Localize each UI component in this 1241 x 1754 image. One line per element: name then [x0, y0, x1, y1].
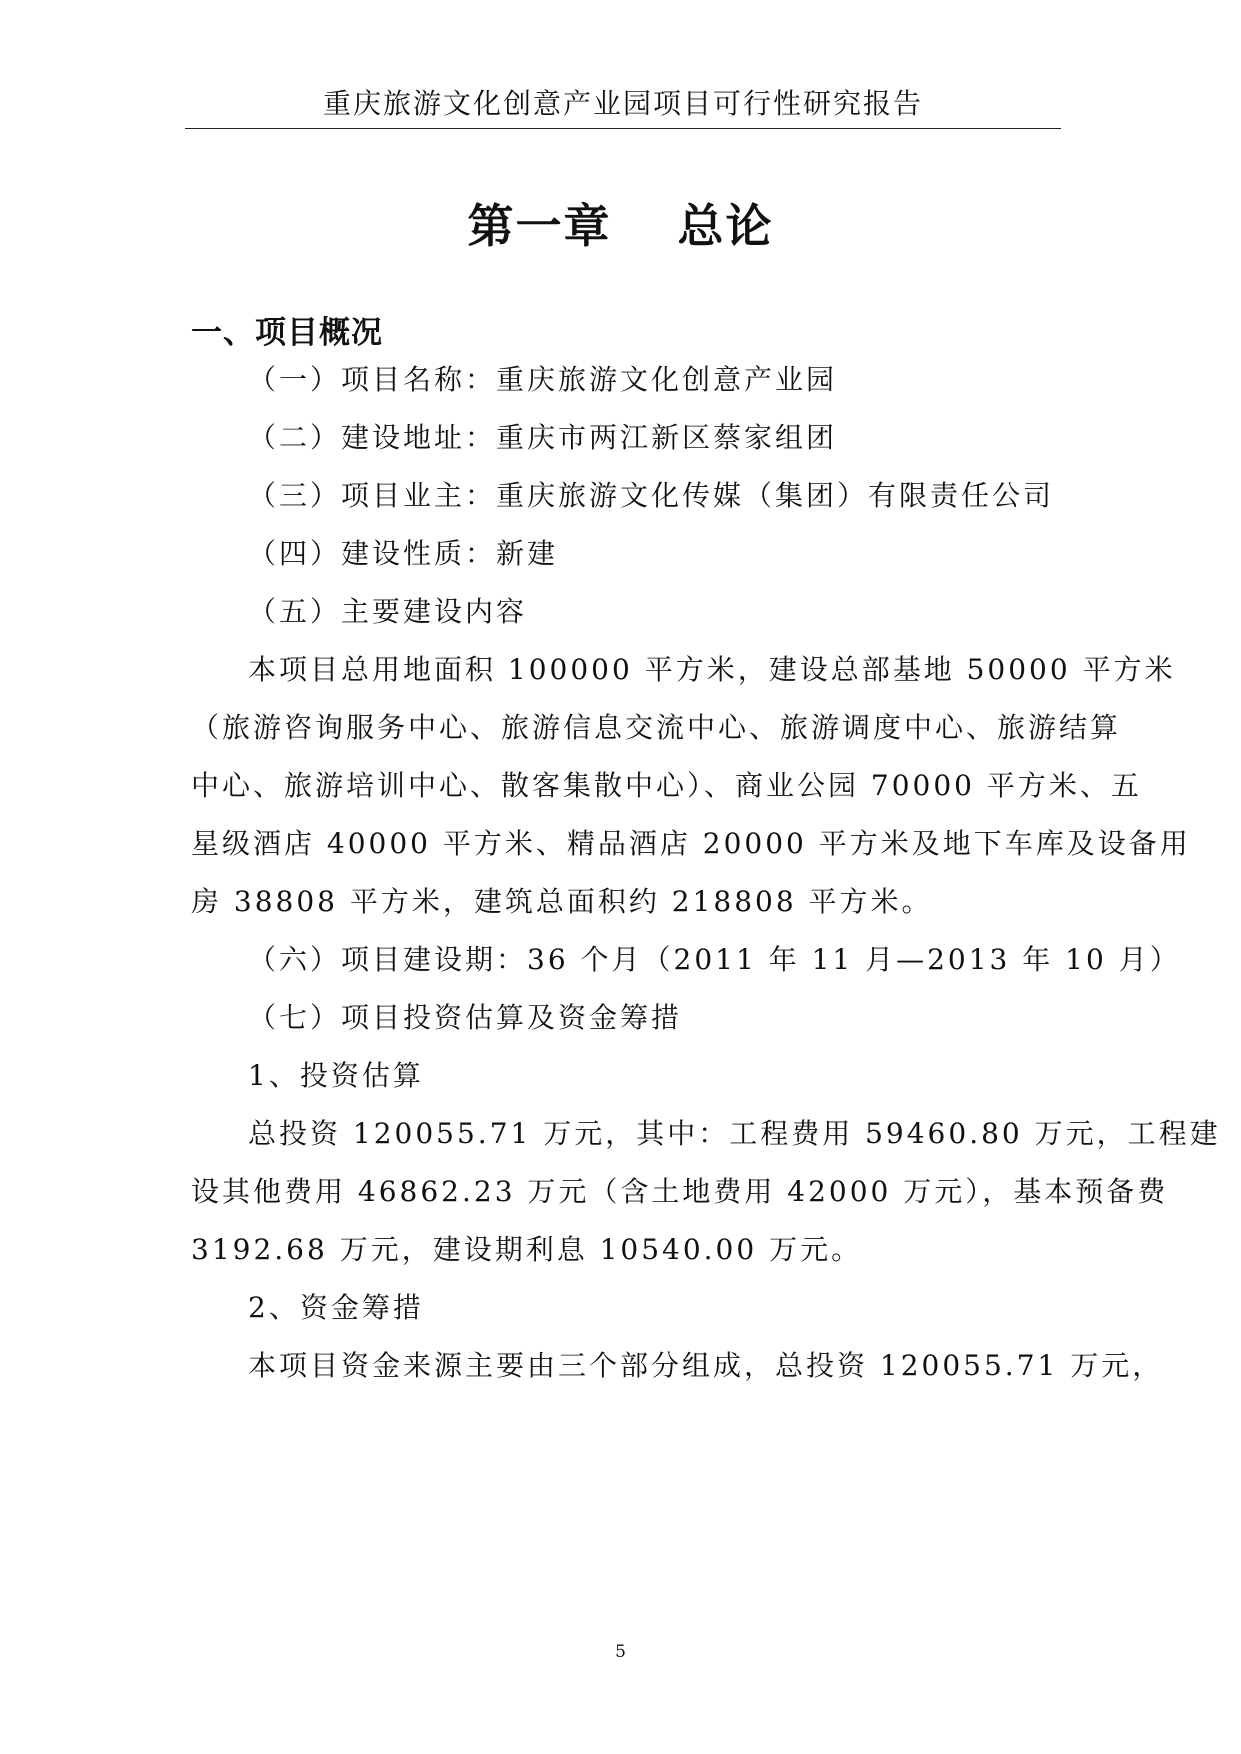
- estimate-paragraph-line: 总投资 120055.71 万元，其中：工程费用 59460.80 万元，工程建: [248, 1117, 1221, 1150]
- page-header-title: 重庆旅游文化创意产业园项目可行性研究报告: [322, 87, 923, 120]
- content-paragraph-line: 星级酒店 40000 平方米、精品酒店 20000 平方米及地下车库及设备用: [191, 827, 1191, 860]
- item-construction-period: （六）项目建设期：36 个月（2011 年 11 月—2013 年 10 月）: [248, 943, 1181, 976]
- item-investment-heading: （七）项目投资估算及资金筹措: [248, 1001, 683, 1034]
- item-construction-content: （五）主要建设内容: [248, 595, 528, 628]
- item-project-nature: （四）建设性质：新建: [248, 537, 559, 570]
- content-paragraph-line: （旅游咨询服务中心、旅游信息交流中心、旅游调度中心、旅游结算: [191, 711, 1122, 744]
- item-project-name: （一）项目名称：重庆旅游文化创意产业园: [248, 363, 838, 396]
- content-paragraph-line: 房 38808 平方米，建筑总面积约 218808 平方米。: [191, 885, 933, 918]
- estimate-paragraph-line: 设其他费用 46862.23 万元（含土地费用 42000 万元），基本预备费: [191, 1175, 1169, 1208]
- header-divider: [185, 128, 1061, 129]
- funding-paragraph-line: 本项目资金来源主要由三个部分组成，总投资 120055.71 万元，: [248, 1349, 1164, 1382]
- subheading-funding: 2、资金筹措: [248, 1291, 424, 1324]
- estimate-paragraph-line: 3192.68 万元，建设期利息 10540.00 万元。: [191, 1233, 863, 1266]
- item-project-address: （二）建设地址：重庆市两江新区蔡家组团: [248, 421, 838, 454]
- subheading-investment-estimate: 1、投资估算: [248, 1059, 424, 1092]
- content-paragraph-line: 中心、旅游培训中心、散客集散中心）、商业公园 70000 平方米、五: [191, 769, 1142, 802]
- section-heading: 一、项目概况: [191, 315, 383, 351]
- chapter-title: 第一章 总论: [467, 199, 774, 253]
- content-paragraph-line: 本项目总用地面积 100000 平方米，建设总部基地 50000 平方米: [248, 653, 1176, 686]
- item-project-owner: （三）项目业主：重庆旅游文化传媒（集团）有限责任公司: [248, 479, 1055, 512]
- page-number: 5: [615, 1642, 626, 1662]
